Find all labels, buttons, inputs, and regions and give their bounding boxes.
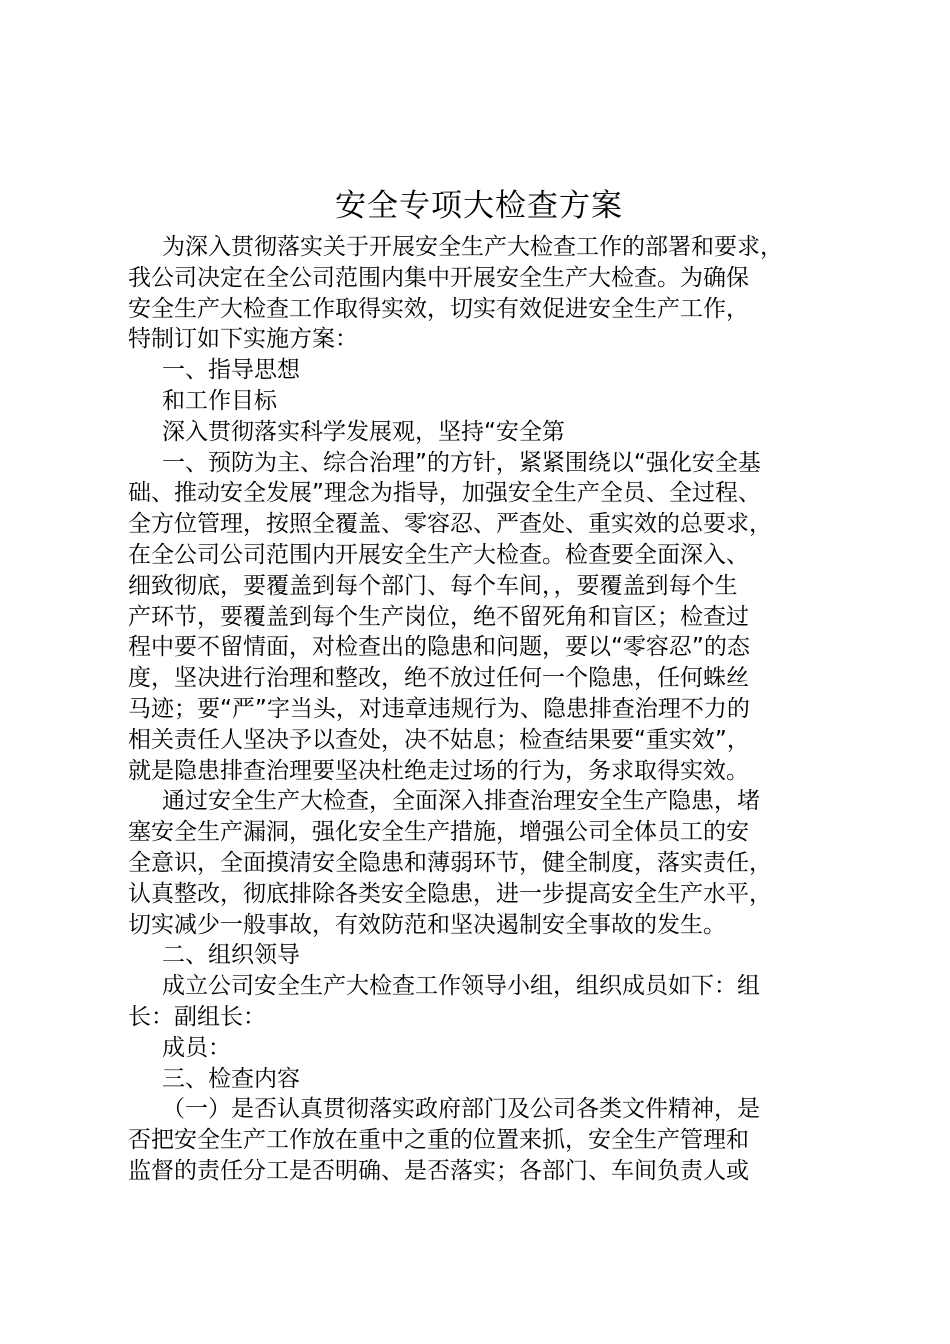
- text-line: 塞安全生产漏洞，强化安全生产措施，增强公司全体员工的安: [128, 819, 749, 846]
- text-line: 细致彻底，要覆盖到每个部门、每个车间，，要覆盖到每个生: [128, 572, 738, 599]
- text-line: 切实减少一般事故，有效防范和坚决遏制安全事故的发生。: [128, 911, 726, 938]
- text-line: 安全生产大检查工作取得实效，切实有效促进安全生产工作，: [128, 295, 749, 322]
- text-line: 产环节，要覆盖到每个生产岗位，绝不留死角和盲区；检查过: [128, 603, 749, 630]
- text-line: 特制订如下实施方案：: [128, 326, 358, 353]
- text-line: 全意识，全面摸清安全隐患和薄弱环节，健全制度，落实责任，: [128, 849, 772, 876]
- text-line: 长：副组长：: [128, 1003, 266, 1030]
- text-line: 否把安全生产工作放在重中之重的位置来抓，安全生产管理和: [128, 1127, 749, 1154]
- document-text: [128, 232, 830, 1187]
- text-line: 二、组织领导: [162, 942, 300, 969]
- text-line: 马迹；要“严”字当头，对违章违规行为、隐患排查治理不力的: [128, 695, 750, 722]
- text-line: 全方位管理，按照全覆盖、零容忍、严查处、重实效的总要求，: [128, 511, 772, 538]
- document-body: [128, 184, 830, 1187]
- text-line: 础、推动安全发展”理念为指导，加强安全生产全员、全过程、: [128, 480, 761, 507]
- text-line: 为深入贯彻落实关于开展安全生产大检查工作的部署和要求，: [162, 234, 783, 260]
- text-line: 深入贯彻落实科学发展观，坚持“安全第: [162, 418, 565, 445]
- text-line: 相关责任人坚决予以查处，决不姑息；检查结果要“重实效”，: [128, 726, 750, 753]
- text-line: 度，坚决进行治理和整改，绝不放过任何一个隐患，任何蛛丝: [128, 665, 749, 692]
- text-line: 监督的责任分工是否明确、是否落实；各部门、车间负责人或: [128, 1157, 749, 1184]
- text-line: 在全公司公司范围内开展安全生产大检查。检查要全面深入、: [128, 541, 749, 568]
- text-line: 一、预防为主、综合治理”的方针，紧紧围绕以“强化安全基: [162, 449, 761, 476]
- text-line: （一）是否认真贯彻落实政府部门及公司各类文件精神，是: [162, 1096, 760, 1123]
- text-line: 我公司决定在全公司范围内集中开展安全生产大检查。为确保: [128, 264, 749, 291]
- text-line: 通过安全生产大检查，全面深入排查治理安全生产隐患，堵: [162, 788, 760, 815]
- text-line: 一、指导思想: [162, 357, 300, 384]
- text-line: 成员：: [162, 1034, 231, 1061]
- text-line: 就是隐患排查治理要坚决杜绝走过场的行为，务求取得实效。: [128, 757, 749, 784]
- text-line: 三、检查内容: [162, 1065, 300, 1092]
- text-line: 程中要不留情面，对检查出的隐患和问题，要以“零容忍”的态: [128, 634, 750, 661]
- document-title: 安全专项大检查方案: [335, 188, 623, 224]
- text-line: 成立公司安全生产大检查工作领导小组，组织成员如下：组: [162, 973, 760, 1000]
- text-line: 和工作目标: [162, 387, 277, 414]
- text-line: 认真整改，彻底排除各类安全隐患，进一步提高安全生产水平，: [128, 880, 772, 907]
